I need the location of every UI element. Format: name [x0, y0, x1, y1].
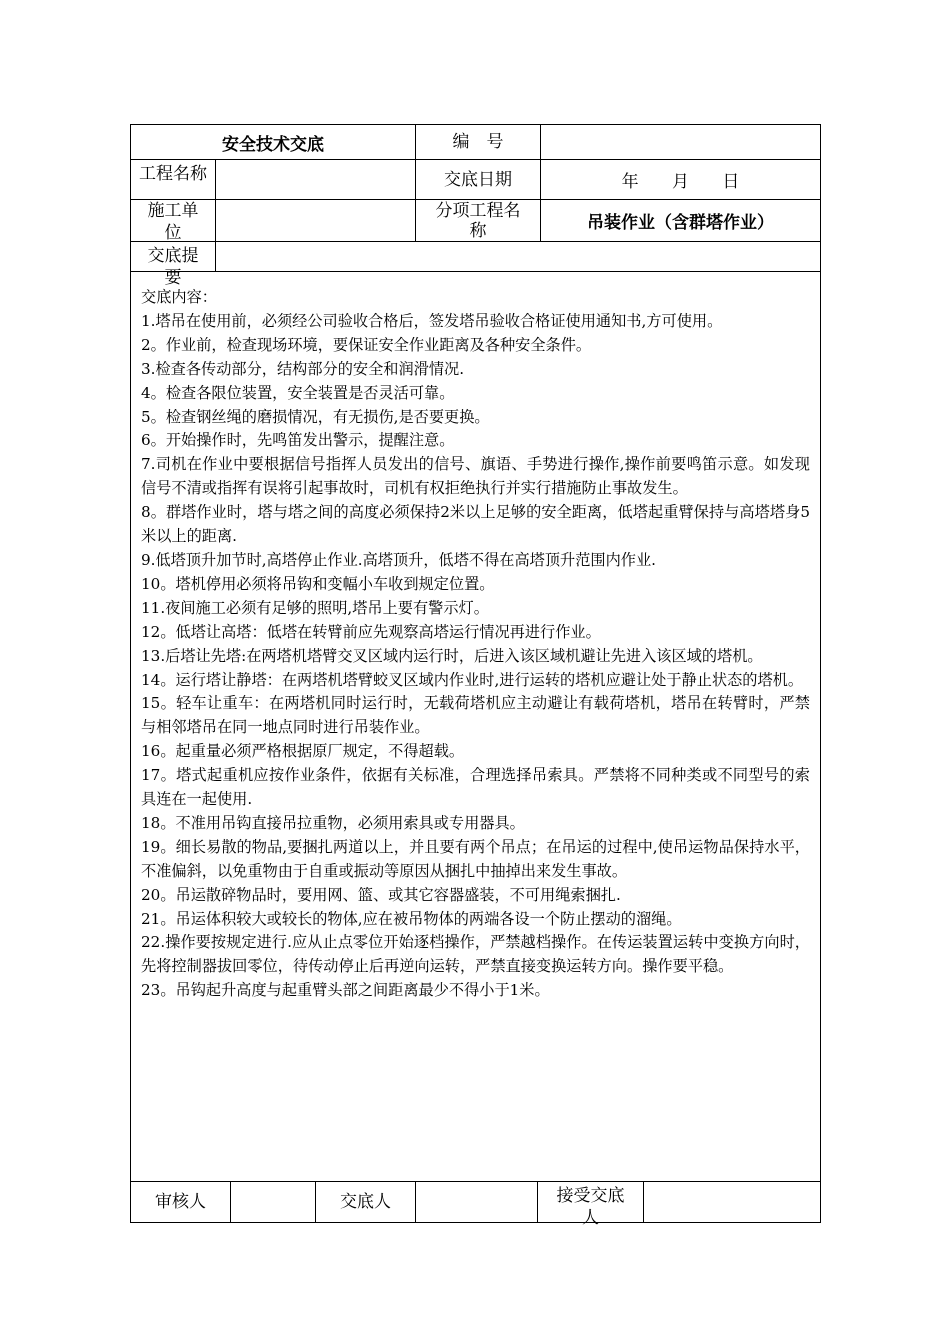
disclosure-content [131, 272, 821, 1182]
date-year: 年 [621, 172, 639, 192]
receiver-label: 接受交底人 [556, 1186, 625, 1228]
header-table [130, 124, 821, 1182]
content-item: 4。检查各限位装置，安全装置是否灵活可靠。 [141, 383, 455, 402]
content-item: 5。检查钢丝绳的磨损情况，有无损伤,是否要更换。 [141, 407, 490, 426]
disclosure-date-field[interactable] [541, 160, 821, 200]
content-item: 23。吊钩起升高度与起重臂头部之间距离最少不得小于1米。 [141, 981, 550, 1000]
discloser-field[interactable] [416, 1182, 538, 1223]
project-name-label: 工程名称 [139, 163, 207, 184]
date-month: 月 [672, 172, 689, 192]
receiver-field[interactable] [644, 1182, 821, 1223]
content-items [141, 310, 810, 1003]
summary-label: 交底提要 [147, 245, 199, 288]
content-item: 10。塔机停用必须将吊钩和变幅小车收到规定位置。 [141, 574, 495, 593]
content-item: 21。吊运体积较大或较长的物体,应在被吊物体的两端各设一个防止摆动的溜绳。 [141, 909, 682, 928]
form-title: 安全技术交底 [131, 125, 416, 160]
construction-unit-label: 施工单位 [147, 200, 199, 243]
number-label: 编 号 [416, 125, 541, 160]
summary-field[interactable] [216, 242, 821, 272]
discloser-label: 交底人 [316, 1182, 416, 1223]
sub-project-field[interactable]: 吊装作业（含群塔作业） [541, 200, 821, 242]
content-item: 6。开始操作时，先鸣笛发出警示，提醒注意。 [141, 431, 455, 450]
content-item: 9.低塔顶升加节时,高塔停止作业.高塔顶升，低塔不得在高塔顶升范围内作业. [141, 550, 656, 569]
content-item: 11.夜间施工必须有足够的照明,塔吊上要有警示灯。 [141, 598, 489, 617]
content-item: 3.检查各传动部分，结构部分的安全和润滑情况. [141, 359, 465, 378]
date-day: 日 [722, 172, 740, 192]
disclosure-date-label: 交底日期 [416, 160, 541, 200]
content-item: 17。塔式起重机应按作业条件，依据有关标准，合理选择吊索具。严禁将不同种类或不同型号的索具连在一起使用. [141, 766, 810, 809]
content-item: 18。不准用吊钩直接吊拉重物，必须用索具或专用器具。 [141, 813, 525, 832]
content-item: 7.司机在作业中要根据信号指挥人员发出的信号、旗语、手势进行操作,操作前要鸣笛示意。如发现信号不清或指挥有误将引起事故时，司机有权拒绝执行并实行措施防止事故发生。 [141, 455, 810, 498]
project-name-field[interactable] [216, 160, 416, 200]
content-item: 1.塔吊在使用前，必须经公司验收合格后，签发塔吊验收合格证使用通知书,方可使用。 [141, 311, 723, 330]
content-item: 8。群塔作业时，塔与塔之间的高度必须保持2米以上足够的安全距离，低塔起重臂保持与高塔塔身5米以上的距离. [141, 503, 810, 546]
content-item: 16。起重量必须严格根据原厂规定，不得超载。 [141, 742, 465, 761]
content-item: 12。低塔让高塔：低塔在转臂前应先观察高塔运行情况再进行作业。 [141, 622, 601, 641]
signature-table [130, 1182, 821, 1228]
reviewer-field[interactable] [231, 1182, 316, 1223]
content-item: 20。吊运散碎物品时，要用网、篮、或其它容器盛装，不可用绳索捆扎. [141, 885, 621, 904]
number-field[interactable] [541, 125, 821, 160]
content-item: 13.后塔让先塔:在两塔机塔臂交叉区域内运行时，后进入该区域机避让先进入该区域的塔机。 [141, 646, 763, 665]
content-heading: 交底内容： [141, 288, 217, 306]
reviewer-label: 审核人 [131, 1182, 231, 1223]
content-item: 19。细长易散的物品,要捆扎两道以上，并且要有两个吊点；在吊运的过程中,使吊运物品保持水平，不准偏斜，以免重物由于自重或振动等原因从捆扎中抽掉出来发生事故。 [141, 837, 810, 880]
construction-unit-field[interactable] [216, 200, 416, 242]
safety-disclosure-form [130, 124, 820, 1228]
content-item: 15。轻车让重车：在两塔机同时运行时，无载荷塔机应主动避让有载荷塔机，塔吊在转臂时，严禁与相邻塔吊在同一地点同时进行吊装作业。 [141, 694, 810, 737]
content-item: 2。作业前，检查现场环境，要保证安全作业距离及各种安全条件。 [141, 335, 592, 354]
sub-project-label: 分项工程名称 [435, 200, 521, 241]
content-item: 14。运行塔让静塔：在两塔机塔臂蛟叉区域内作业时,进行运转的塔机应避让处于静止状态的塔机。 [141, 670, 804, 689]
content-item: 22.操作要按规定进行.应从止点零位开始逐档操作，严禁越档操作。在传运装置运转中变换方向时，先将控制器拔回零位，待传动停止后再逆向运转，严禁直接变换运转方向。操作要平稳。 [141, 933, 810, 976]
